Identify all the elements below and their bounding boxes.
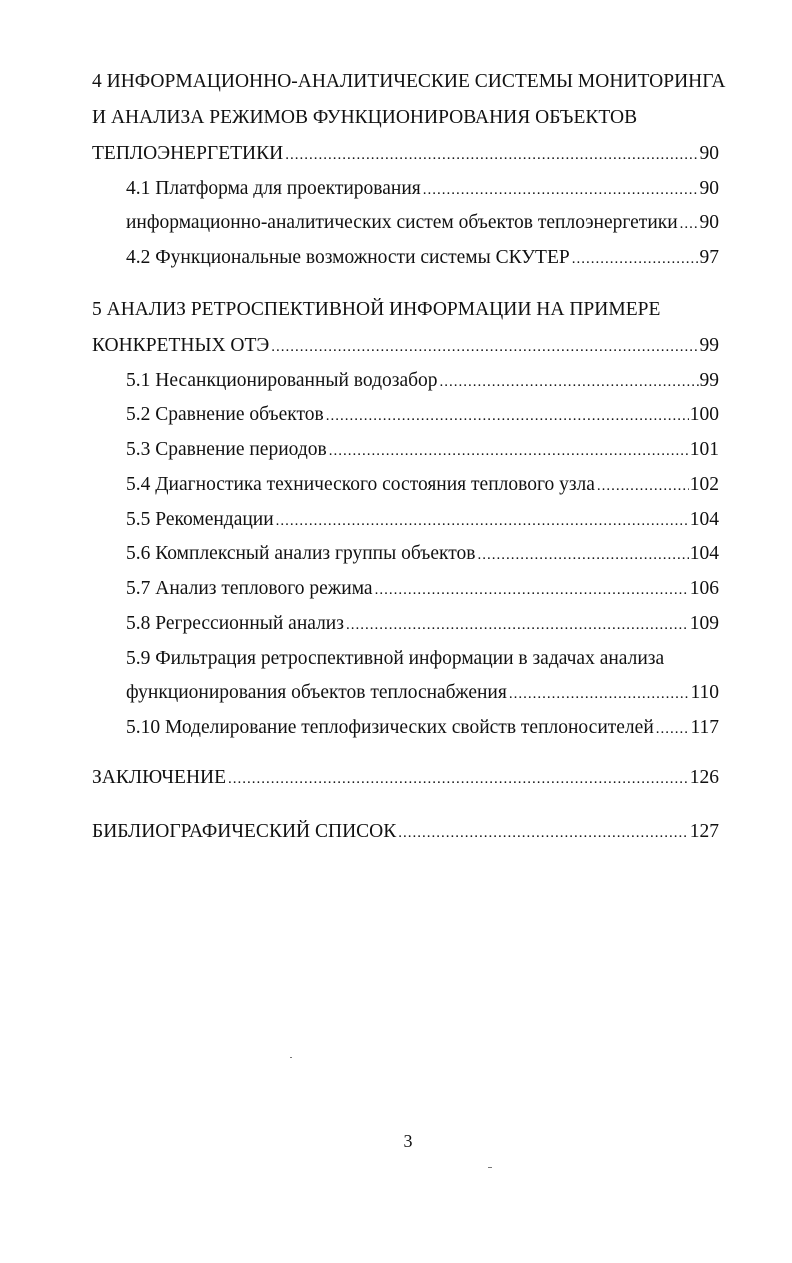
toc-entry-5-6 bbox=[126, 542, 719, 567]
scan-speck bbox=[290, 1057, 292, 1058]
toc-entry-5-9-line1: 5.9 Фильтрация ретроспективной информации в задачах анализа bbox=[126, 648, 665, 669]
toc-entry-5-10 bbox=[126, 716, 719, 741]
toc-entry-chapter-5 bbox=[92, 334, 719, 359]
leader-dots bbox=[680, 212, 699, 236]
toc-entry-title: КОНКРЕТНЫХ ОТЭ bbox=[92, 335, 270, 356]
toc-entry-5-8 bbox=[126, 612, 719, 637]
leader-dots bbox=[440, 370, 699, 394]
toc-entry-title: 5.5 Рекомендации bbox=[126, 509, 274, 530]
toc-entry-5-3 bbox=[126, 438, 719, 463]
leader-dots bbox=[326, 404, 689, 428]
toc-entry-bibliography bbox=[92, 820, 719, 845]
toc-entry-title: информационно-аналитических систем объектов теплоэнергетики bbox=[126, 212, 678, 233]
toc-entry-page: 97 bbox=[699, 247, 719, 268]
leader-dots bbox=[572, 247, 699, 271]
leader-dots bbox=[477, 543, 688, 567]
toc-entry-page: 90 bbox=[699, 212, 719, 233]
page-number: 3 bbox=[403, 1131, 413, 1151]
toc-entry-title: 5.10 Моделирование теплофизических свойств теплоносителей bbox=[126, 717, 654, 738]
toc-entry-4-1-continued bbox=[126, 211, 719, 236]
toc-entry-title: функционирования объектов теплоснабжения bbox=[126, 682, 507, 703]
toc-entry-conclusion bbox=[92, 766, 719, 791]
leader-dots bbox=[346, 613, 689, 637]
toc-entry-page: 100 bbox=[689, 404, 719, 425]
toc-entry-chapter-4 bbox=[92, 142, 719, 167]
toc-entry-page: 101 bbox=[689, 439, 719, 460]
toc-entry-4-1 bbox=[126, 177, 719, 202]
toc-entry-title: ЗАКЛЮЧЕНИЕ bbox=[92, 767, 227, 788]
toc-entry-title: 4.1 Платформа для проектирования bbox=[126, 178, 421, 199]
toc-entry-page: 109 bbox=[689, 613, 719, 634]
toc-entry-title: 5.4 Диагностика технического состояния теплового узла bbox=[126, 474, 595, 495]
toc-entry-title: 5.1 Несанкционированный водозабор bbox=[126, 370, 438, 391]
chapter-5-title-line1: 5 АНАЛИЗ РЕТРОСПЕКТИВНОЙ ИНФОРМАЦИИ НА ПРИМЕРЕ bbox=[92, 299, 661, 320]
leader-dots bbox=[285, 143, 698, 167]
leader-dots bbox=[423, 178, 699, 202]
toc-entry-title: 5.8 Регрессионный анализ bbox=[126, 613, 344, 634]
toc-entry-page: 99 bbox=[699, 370, 719, 391]
leader-dots bbox=[597, 474, 689, 498]
toc-entry-title: 5.2 Сравнение объектов bbox=[126, 404, 324, 425]
toc-entry-4-2 bbox=[126, 246, 719, 271]
toc-entry-page: 102 bbox=[689, 474, 719, 495]
leader-dots bbox=[509, 682, 690, 706]
leader-dots bbox=[271, 335, 698, 359]
toc-entry-title: ТЕПЛОЭНЕРГЕТИКИ bbox=[92, 143, 284, 164]
toc-entry-page: 126 bbox=[689, 767, 719, 788]
toc-entry-title: 4.2 Функциональные возможности системы СКУТЕР bbox=[126, 247, 570, 268]
toc-entry-5-2 bbox=[126, 403, 719, 428]
toc-entry-title: БИБЛИОГРАФИЧЕСКИЙ СПИСОК bbox=[92, 821, 397, 842]
chapter-4-title-line1: 4 ИНФОРМАЦИОННО-АНАЛИТИЧЕСКИЕ СИСТЕМЫ МОНИТОРИНГА bbox=[92, 71, 726, 92]
leader-dots bbox=[329, 439, 689, 463]
scan-speck bbox=[488, 1167, 492, 1168]
toc-entry-page: 110 bbox=[690, 682, 719, 703]
toc-entry-page: 127 bbox=[689, 821, 719, 842]
toc-entry-page: 99 bbox=[699, 335, 719, 356]
toc-entry-title: 5.7 Анализ теплового режима bbox=[126, 578, 373, 599]
leader-dots bbox=[276, 509, 689, 533]
toc-entry-5-9 bbox=[126, 681, 719, 706]
toc-entry-page: 106 bbox=[689, 578, 719, 599]
toc-entry-title: 5.3 Сравнение периодов bbox=[126, 439, 327, 460]
toc-entry-5-5 bbox=[126, 508, 719, 533]
toc-entry-page: 90 bbox=[699, 178, 719, 199]
toc-entry-page: 90 bbox=[699, 143, 719, 164]
leader-dots bbox=[375, 578, 689, 602]
toc-entry-page: 104 bbox=[689, 509, 719, 530]
leader-dots bbox=[228, 767, 689, 791]
toc-entry-5-4 bbox=[126, 473, 719, 498]
toc-entry-5-7 bbox=[126, 577, 719, 602]
toc-entry-page: 117 bbox=[690, 717, 719, 738]
toc-entry-page: 104 bbox=[689, 543, 719, 564]
toc-entry-5-1 bbox=[126, 369, 719, 394]
chapter-4-title-line2: И АНАЛИЗА РЕЖИМОВ ФУНКЦИОНИРОВАНИЯ ОБЪЕКТОВ bbox=[92, 107, 638, 128]
leader-dots bbox=[398, 821, 689, 845]
toc-entry-title: 5.6 Комплексный анализ группы объектов bbox=[126, 543, 476, 564]
leader-dots bbox=[656, 717, 690, 741]
